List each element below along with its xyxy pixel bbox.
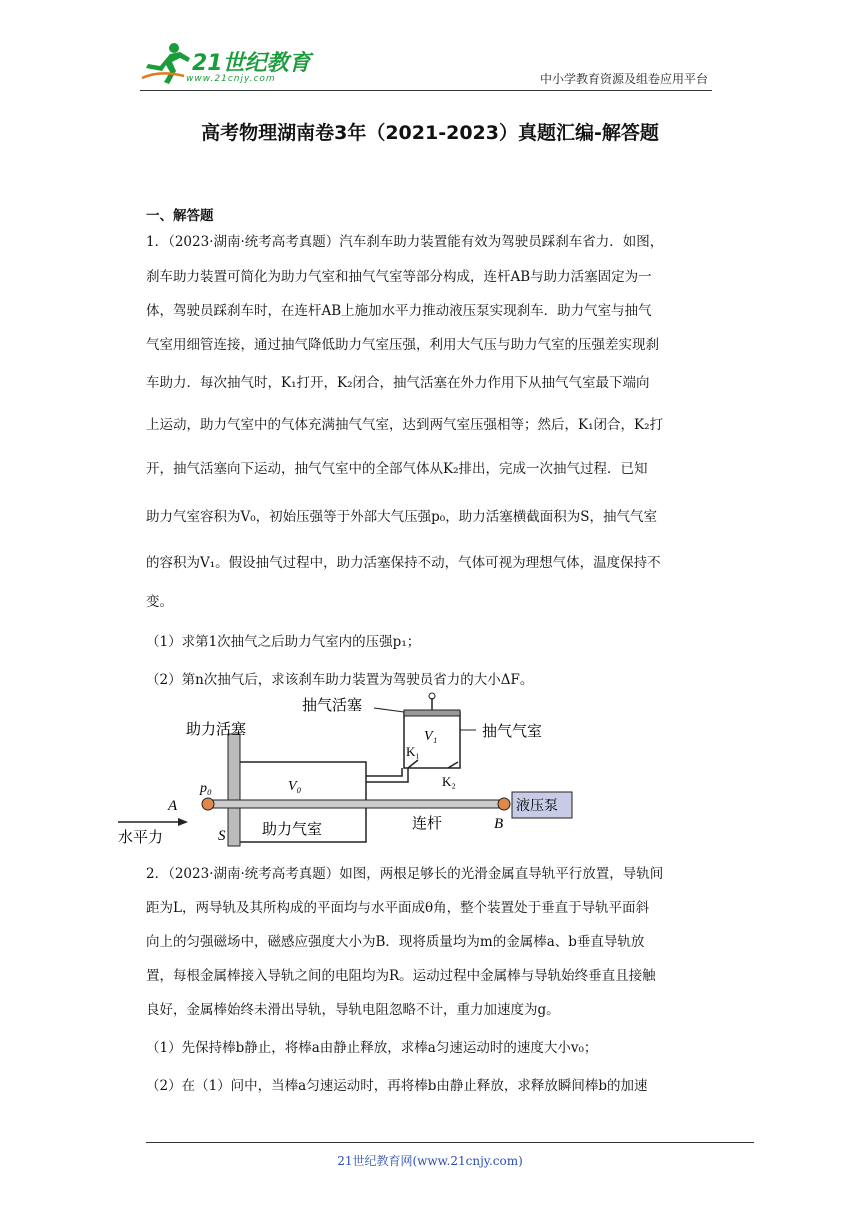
brake-assist-diagram [112,690,582,850]
valve-k2 [448,762,458,768]
pump-piston [404,710,460,716]
force-arrow-icon [178,818,188,826]
page-header [140,40,712,91]
q2-part2: （2）在（1）问中，当棒a匀速运动时，再将棒b由静止释放，求释放瞬间棒b的加速 [146,1078,648,1094]
q2-line: 向上的匀强磁场中，磁感应强度大小为B．现将质量均为m的金属棒a、b垂直导轨放 [146,934,645,950]
q1-line: 变。 [146,594,173,610]
footer-rule [146,1142,754,1143]
label-assist-chamber: 助力气室 [262,821,323,838]
q1-line: 开，抽气活塞向下运动，抽气气室中的全部气体从K₂排出，完成一次抽气过程．已知 [146,461,648,477]
label-pump-chamber: 抽气气室 [482,723,543,740]
q2-part1: （1）先保持棒b静止，将棒a由静止释放，求棒a匀速运动时的速度大小v₀； [146,1040,598,1056]
label-pump-piston: 抽气活塞 [302,697,363,714]
site-logo[interactable] [140,40,320,90]
page-title: 高考物理湖南卷3年（2021-2023）真题汇编-解答题 [201,122,659,144]
q2-line: 距为L，两导轨及其所构成的平面均与水平面成θ角，整个装置处于垂直于导轨平面斜 [146,900,650,916]
q2-line: 良好，金属棒始终未滑出导轨，导轨电阻忽略不计，重力加速度为g。 [146,1002,560,1018]
label-p0: p₀ [200,781,212,796]
label-k2: K₂ [442,774,456,789]
connecting-rod [210,800,504,808]
point-a-marker [202,798,214,810]
q2-line: 2．（2023·湖南·统考高考真题）如图，两根足够长的光滑金属直导轨平行放置，导轨间 [146,866,664,882]
label-b: B [494,816,504,832]
q1-part1: （1）求第1次抽气之后助力气室内的压强p₁； [146,634,421,650]
valve-k1 [408,760,418,768]
label-s: S [218,828,226,844]
label-a: A [168,798,178,814]
logo-text: 21世纪教育 [192,51,311,76]
label-k1: K₁ [406,744,420,759]
label-v1: V₁ [424,729,438,744]
q1-line: 气室用细管连接，通过抽气降低助力气室压强，利用大气压与助力气室的压强差实现刹 [146,337,659,353]
label-horizontal-force: 水平力 [118,829,164,846]
label-v0: V₀ [288,779,302,794]
q1-line: 的容积为V₁。假设抽气过程中，助力活塞保持不动，气体可视为理想气体，温度保持不 [146,555,661,571]
assist-piston [228,734,240,846]
q1-line: 车助力．每次抽气时，K₁打开，K₂闭合，抽气活塞在外力作用下从抽气气室最下端向 [146,375,650,391]
label-assist-piston: 助力活塞 [186,721,247,738]
q2-line: 置，每根金属棒接入导轨之间的电阻均为R。运动过程中金属棒与导轨始终垂直且接触 [146,968,656,984]
label-rod: 连杆 [412,815,443,832]
logo-url: www.21cnjy.com [186,74,276,84]
q1-line: 助力气室容积为V₀，初始压强等于外部大气压强p₀，助力活塞横截面积为S，抽气气室 [146,509,657,525]
q1-line: 体，驾驶员踩刹车时，在连杆AB上施加水平力推动液压泵实现刹车．助力气室与抽气 [146,303,652,319]
q1-line: 刹车助力装置可简化为助力气室和抽气气室等部分构成，连杆AB与助力活塞固定为一 [146,269,652,285]
q1-line: 上运动，助力气室中的气体充满抽气气室，达到两气室压强相等；然后，K₁闭合，K₂打 [146,417,663,433]
q1-line: 1．（2023·湖南·统考高考真题）汽车刹车助力装置能有效为驾驶员踩刹车省力．如图， [146,234,664,250]
label-hydraulic-pump: 液压泵 [516,797,558,813]
point-b-marker [498,798,510,810]
header-tagline: 中小学教育资源及组卷应用平台 [539,72,708,86]
q1-part2: （2）第n次抽气后，求该刹车助力装置为驾驶员省力的大小ΔF。 [146,672,534,688]
footer-link[interactable]: 21世纪教育网(www.21cnjy.com) [337,1154,523,1168]
section-heading: 一、解答题 [146,208,214,224]
